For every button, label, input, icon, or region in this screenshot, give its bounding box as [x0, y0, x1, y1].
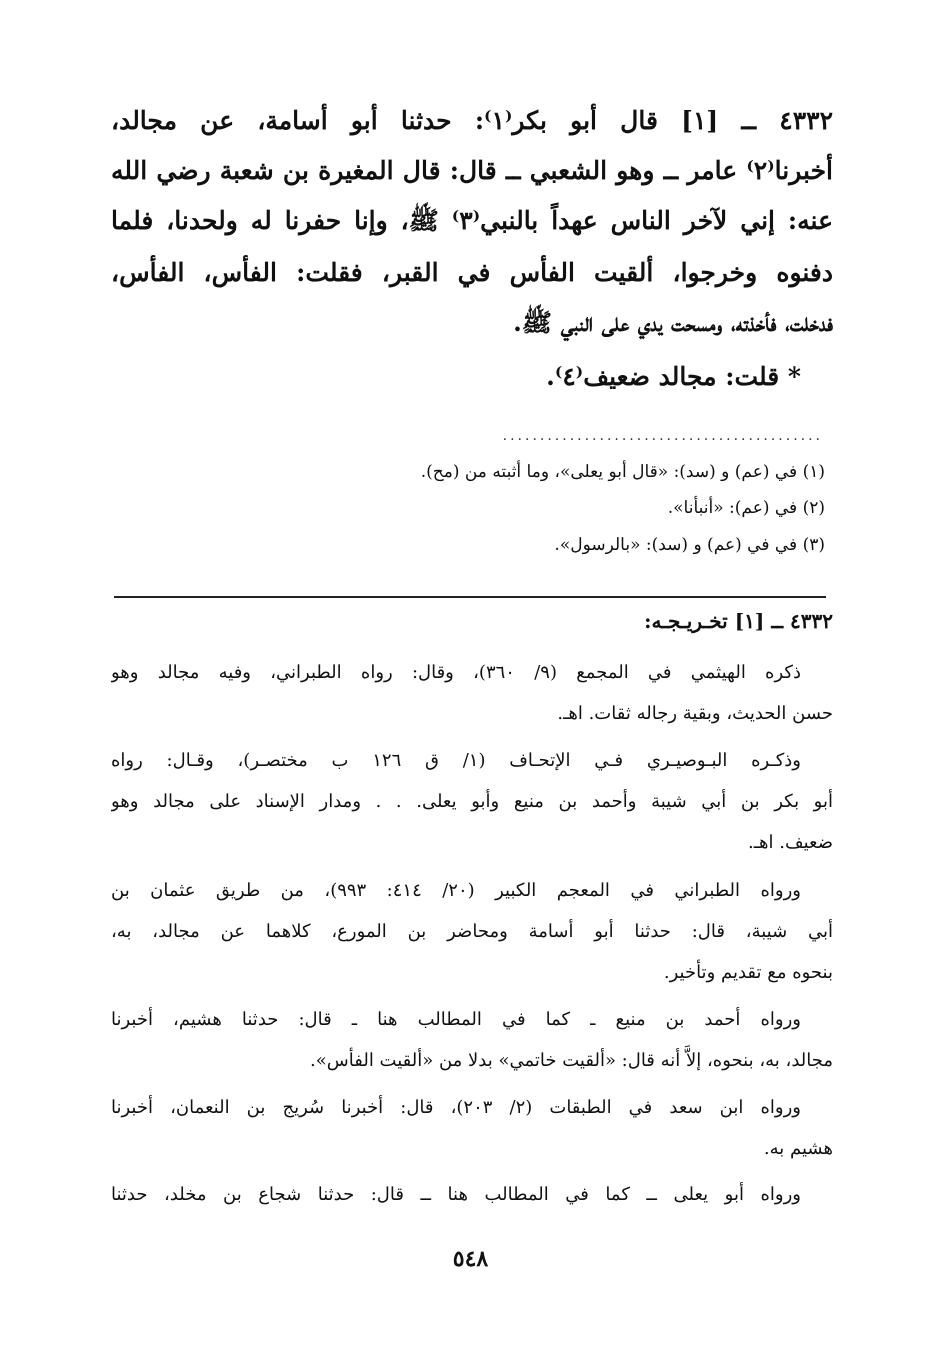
takhrij-line-1: ذكره الهيثمي في المجمع (٩/ ٣٦٠)، وقال: رواه الطبراني، وفيه مجالد وهو	[111, 662, 801, 683]
takhrij-line-10: مجالد، به، بنحوه، إلاَّ أنه قال: «ألقيت خاتمي» بدلا من «ألقيت الفأس».	[310, 1050, 833, 1071]
footnote-3: (٣) في في (عم) و (سد): «بالرسول».	[554, 535, 825, 555]
takhrij-line-13: ورواه أبو يعلى ــ كما في المطالب هنا ــ قال: حدثنا شجاع بن مخلد، حدثنا	[111, 1184, 801, 1205]
takhrij-line-7: أبي شيبة، قال: حدثنا أبو أسامة ومحاضر بن المورع، كلاهما عن مجالد، به،	[111, 921, 833, 942]
page-number: ٥٤٨	[452, 1246, 489, 1272]
takhrij-heading: ٤٣٣٢ ــ [١] تخـريـجـه:	[644, 609, 833, 633]
takhrij-line-6: ورواه الطبراني في المعجم الكبير (٢٠/ ٤١٤: ٩٩٣)، من طريق عثمان بن	[111, 880, 801, 901]
takhrij-line-12: هشيم به.	[763, 1138, 833, 1159]
takhrij-line-4: أبو بكر بن أبي شيبة وأحمد بن منيع وأبو يعلى. . . ومدار الإسناد على مجالد وهو	[111, 791, 833, 812]
takhrij-line-5: ضعيف. اهـ.	[748, 832, 833, 853]
footnote-2: (٢) في (عم): «أنبأنا».	[667, 498, 825, 518]
takhrij-line-2: حسن الحديث، وبقية رجاله ثقات. اهـ.	[557, 703, 833, 724]
takhrij-line-3: وذكـره البـوصيـري فـي الإتحـاف (١/ ق ١٢٦ ب مختصـر)، وقـال: رواه	[111, 750, 802, 771]
footnote-separator: ...........................................	[502, 428, 823, 442]
hadith-line-1: ٤٣٣٢ ــ [١] قال أبو بكر⁽١⁾: حدثنا أبو أسامة، عن مجالد،	[111, 106, 833, 135]
takhrij-line-8: بنحوه مع تقديم وتأخير.	[663, 962, 833, 983]
hadith-line-4: دفنوه وخرجوا، ألقيت الفأس في القبر، فقلت: الفأس، الفأس،	[111, 258, 833, 287]
takhrij-line-9: ورواه أحمد بن منيع ـ كما في المطالب هنا ـ قال: حدثنا هشيم، أخبرنا	[111, 1009, 801, 1030]
footnote-1: (١) في (عم) و (سد): «قال أبو يعلى»، وما أثبته من (مح).	[420, 462, 825, 482]
hadith-line-5: فدخلت، فأخذته، ومسحت يدي على النبي ﷺ.	[513, 308, 833, 337]
hadith-line-3: عنه: إني لآخر الناس عهداً بالنبي⁽٣⁾ ﷺ، وإنا حفرنا له ولحدنا، فلما	[111, 206, 833, 235]
author-note: * قلت: مجالد ضعيف⁽٤⁾.	[546, 362, 801, 391]
section-divider	[114, 596, 826, 598]
takhrij-line-11: ورواه ابن سعد في الطبقات (٢/ ٢٠٣)، قال: أخبرنا سُريج بن النعمان، أخبرنا	[111, 1097, 801, 1118]
hadith-line-2: أخبرنا⁽٢⁾ عامر ــ وهو الشعبي ــ قال: قال المغيرة بن شعبة رضي الله	[111, 156, 833, 185]
